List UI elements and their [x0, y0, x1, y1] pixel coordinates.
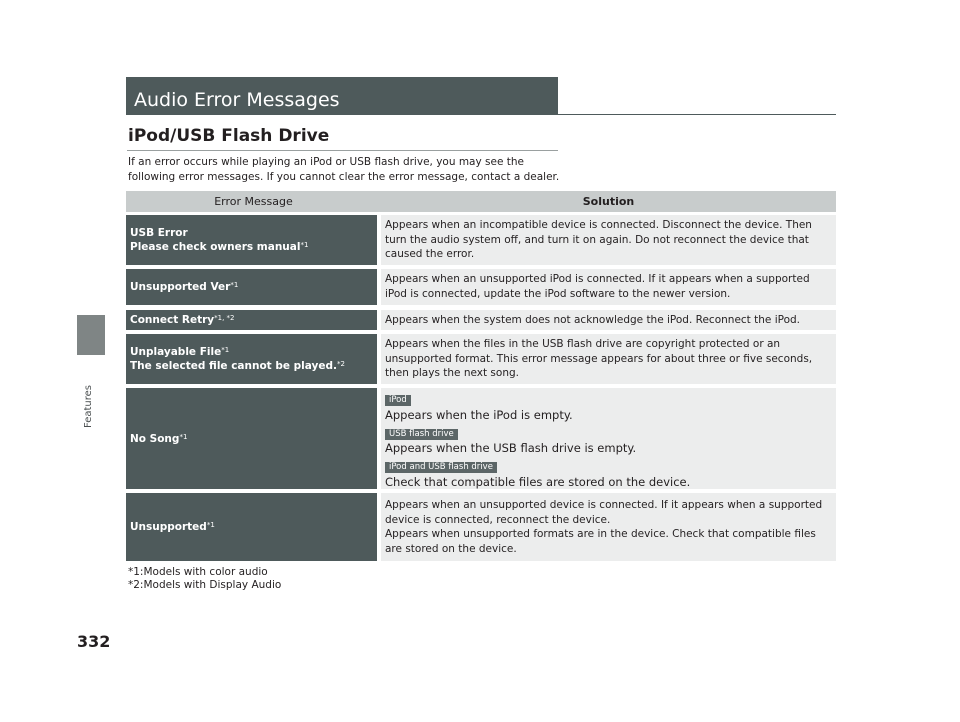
intro-paragraph: If an error occurs while playing an iPod or USB flash drive, you may see the following error messages. If you cannot clear the error message, contact a dealer.: [128, 156, 560, 183]
subsection-rule: [127, 150, 558, 151]
solution-cell: Appears when an incompatible device is connected. Disconnect the device. Then turn the audio system off, and turn it on again. Do not reconnect the device that caused the error.: [381, 215, 836, 265]
section-title: Audio Error Messages: [126, 77, 558, 115]
table-row: [126, 215, 836, 265]
header-solution: Solution: [582, 195, 635, 208]
table-row: [126, 269, 836, 305]
table-row: [126, 310, 836, 330]
solution-cell: iPod Appears when the iPod is empty. USB flash drive Appears when the USB flash drive is empty. iPod and USB flash drive Check that compatible files are stored on the device.: [381, 388, 836, 489]
solution-cell: Appears when an unsupported device is connected. If it appears when a supported device is connected, reconnect the device. Appears when unsupported formats are in the device. Check that compatible files are stored on the device.: [381, 493, 836, 561]
chapter-tab: [77, 315, 105, 355]
solution-cell: Appears when the system does not acknowledge the iPod. Reconnect the iPod.: [381, 310, 836, 330]
solution-cell: Appears when an unsupported iPod is connected. If it appears when a supported iPod is connected, update the iPod software to the newer version.: [381, 269, 836, 305]
table-row: [126, 388, 836, 489]
chapter-label: Features: [83, 385, 94, 428]
solution-cell: Appears when the files in the USB flash drive are copyright protected or an unsupported format. This error message appears for about three or five seconds, then plays the next song.: [381, 334, 836, 384]
model-badge: USB flash drive: [385, 429, 458, 440]
footnote: *2:Models with Display Audio: [128, 579, 282, 591]
title-rule: [558, 114, 836, 115]
footnote: *1:Models with color audio: [128, 566, 268, 578]
footnotes: [128, 566, 281, 592]
model-badge: iPod: [385, 395, 411, 406]
table-row: [126, 334, 836, 384]
error-cell: Unsupported Ver$^{*1}$: [126, 269, 377, 305]
error-cell: Unsupported$^{*1}$: [126, 493, 377, 561]
error-cell: Unplayable File$^{*1}$ The selected file cannot be played.$^{*2}$: [126, 334, 377, 384]
table-header: [126, 191, 836, 212]
subsection-title: iPod/USB Flash Drive: [128, 126, 330, 146]
error-cell: No Song$^{*1}$: [126, 388, 377, 489]
header-error-message: Error Message: [214, 195, 293, 208]
table-row: [126, 493, 836, 561]
error-cell: Connect Retry$^{*1, *2}$: [126, 310, 377, 330]
model-badge: iPod and USB flash drive: [385, 462, 497, 473]
error-cell: USB Error Please check owners manual$^{*1}$: [126, 215, 377, 265]
page-number: 332: [77, 632, 111, 651]
